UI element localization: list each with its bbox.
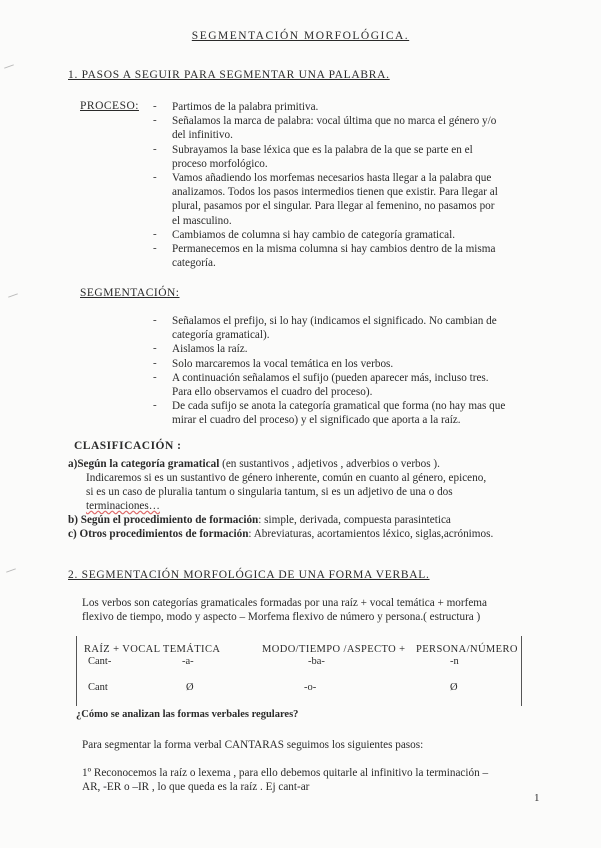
intro-line2: flexivo de tiempo, modo y aspecto – Morfema flexivo de número y persona.( estructura ): [82, 611, 481, 623]
step1-line1: 1º Reconocemos la raíz o lexema , para ello debemos quitarle al infinitivo la terminación –: [82, 767, 489, 779]
intro-line1: Los verbos son categorías gramaticales formadas por una raíz + vocal temática + morfema: [82, 597, 487, 609]
bullet-dash: -: [153, 100, 157, 112]
table-right-border: [521, 636, 522, 706]
table-cell: -ba-: [308, 656, 325, 667]
clasificacion-c: [68, 527, 493, 541]
clas-a-rest: (en sustantivos , adjetivos , adverbios o verbos ).: [219, 458, 440, 470]
margin-mark: [8, 293, 18, 297]
clas-c-lead: c) Otros procedimientos de formación: [68, 528, 249, 540]
list-item-line: categoría.: [172, 257, 216, 270]
table-header-person: PERSONA/NÚMERO: [416, 644, 518, 655]
table-cell: Cant: [88, 682, 108, 693]
margin-mark: [4, 64, 14, 68]
table-cell: -n: [450, 656, 459, 667]
list-item-line: el masculino.: [172, 214, 232, 227]
clasificacion-a: [68, 457, 440, 471]
list-item-line: Señalamos el prefijo, si lo hay (indicamos el significado. No cambian de: [172, 315, 497, 327]
list-item-line: A continuación señalamos el sufijo (pueden aparecer más, incluso tres.: [172, 371, 489, 384]
page-number: 1: [534, 792, 540, 804]
bullet-dash: -: [153, 142, 157, 155]
clas-a-line4: terminaciones…: [86, 500, 160, 512]
bullet-dash: -: [153, 399, 157, 412]
list-item-line: Vamos añadiendo los morfemas necesarios hasta llegar a la palabra que: [172, 172, 492, 184]
clas-b-rest: : simple, derivada, compuesta parasintetica: [258, 514, 451, 526]
table-cell: Cant-: [88, 656, 112, 667]
list-item-line: plural, pasamos por el singular. Para llegar al femenino, no pasamos por: [172, 200, 495, 213]
analysis-question: ¿Cómo se analizan las formas verbales regulares?: [76, 709, 299, 720]
list-item-line: Subrayamos la base léxica que es la palabra de la que se parte en el: [172, 143, 473, 156]
table-header-root: RAÍZ + VOCAL TEMÁTICA: [84, 644, 221, 655]
segmentacion-label: SEGMENTACIÓN:: [80, 287, 180, 299]
bullet-dash: -: [153, 242, 157, 254]
clas-b-lead: b) Según el procedimiento de formación: [68, 514, 259, 526]
list-item-line: Partimos de la palabra primitiva.: [172, 101, 319, 113]
bullet-dash: -: [153, 171, 157, 183]
bullet-dash: -: [153, 342, 157, 355]
list-item-line: mirar el cuadro del proceso) y el significado que aporta a la raíz.: [172, 414, 461, 427]
bullet-dash: -: [153, 370, 157, 383]
bullet-dash: -: [153, 356, 157, 369]
para-cantaras: Para segmentar la forma verbal CANTARAS seguimos los siguientes pasos:: [82, 739, 424, 751]
proceso-label: PROCESO:: [80, 100, 139, 112]
step1-line2: AR, -ER o –IR , lo que queda es la raíz . Ej cant-ar: [82, 781, 310, 793]
list-item-line: Aislamos la raíz.: [172, 343, 248, 356]
table-left-border: [76, 636, 77, 706]
list-item-line: Señalamos la marca de palabra: vocal última que no marca el género y/o: [172, 115, 497, 128]
bullet-dash: -: [153, 114, 157, 127]
table-header-mode: MODO/TIEMPO /ASPECTO +: [262, 644, 406, 655]
table-cell: -o-: [304, 682, 317, 693]
clas-a-line3: si es un caso de pluralia tantum o singularia tantum, si es un adjetivo de una o dos: [86, 486, 453, 498]
clas-a-line2: Indicaremos si es un sustantivo de género inherente, común en cuanto al género, epiceno,: [86, 472, 487, 484]
list-item-line: del infinitivo.: [172, 129, 233, 142]
clas-a-lead: a)Según la categoría gramatical: [68, 458, 220, 470]
bullet-dash: -: [153, 227, 157, 240]
list-item-line: Solo marcaremos la vocal temática en los verbos.: [172, 357, 394, 370]
list-item-line: Para ello observamos el cuadro del proceso).: [172, 386, 373, 398]
document-title: SEGMENTACIÓN MORFOLÓGICA.: [191, 30, 410, 42]
section2-heading: 2. SEGMENTACIÓN MORFOLÓGICA DE UNA FORMA VERBAL.: [68, 569, 430, 581]
list-item-line: analizamos. Todos los pasos intermedios tienen que existir. Para llegar al: [172, 186, 498, 199]
margin-mark: [6, 568, 16, 572]
clas-c-rest: : Abreviaturas, acortamientos léxico, siglas,acrónimos.: [248, 528, 494, 540]
section1-heading: 1. PASOS A SEGUIR PARA SEGMENTAR UNA PALABRA.: [68, 69, 390, 81]
clasificacion-b: [68, 513, 451, 527]
table-cell: Ø: [186, 682, 194, 693]
list-item-line: De cada sufijo se anota la categoría gramatical que forma (no hay mas que: [172, 400, 506, 413]
clasificacion-label: CLASIFICACIÓN :: [74, 440, 182, 452]
list-item-line: proceso morfológico.: [172, 157, 268, 170]
table-cell: Ø: [450, 682, 458, 693]
list-item-line: categoría gramatical).: [172, 329, 270, 342]
bullet-dash: -: [153, 314, 157, 326]
list-item-line: Cambiamos de columna si hay cambio de categoría gramatical.: [172, 228, 456, 241]
list-item-line: Permanecemos en la misma columna si hay cambios dentro de la misma: [172, 243, 496, 255]
table-cell: -a-: [182, 656, 194, 667]
